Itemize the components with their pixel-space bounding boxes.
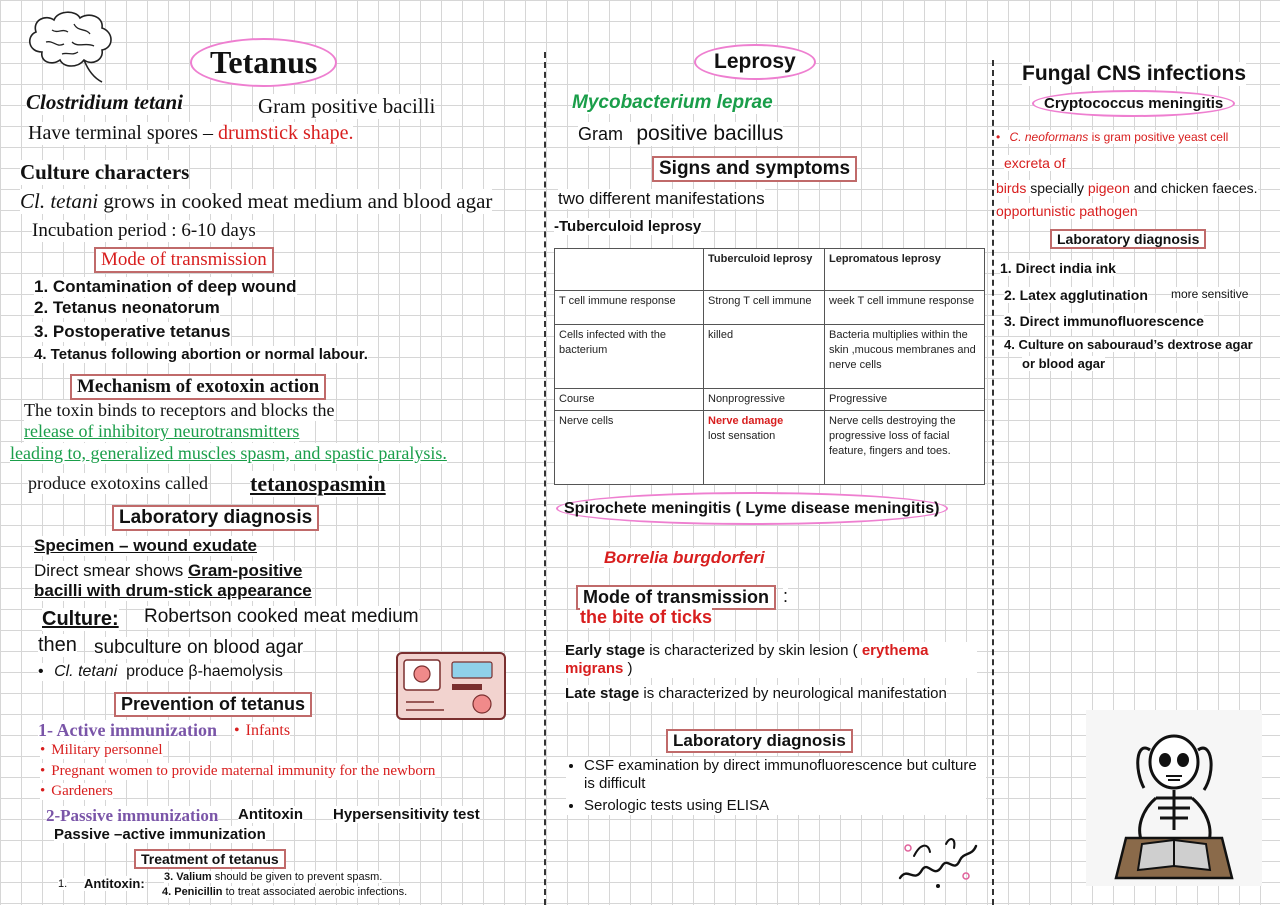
bite-of-ticks: the bite of ticks [580,607,713,627]
late-stage [565,685,947,702]
tuberculoid-line: -Tuberculoid leprosy [554,218,702,235]
faeces-text: and chicken faeces. [1129,180,1258,196]
table-cell: week T cell immune response [825,291,985,325]
table-cell: Nonprogressive [704,389,825,411]
penicillin-text: to treat associated aerobic infections. [222,886,408,898]
lyme-lab-item-elisa: • Serologic tests using ELISA [584,797,986,815]
passive-antitoxin: Antitoxin [238,806,303,823]
culture-heading: Culture characters [20,160,190,184]
table-row [555,411,985,485]
lab-diagnosis-heading: Laboratory diagnosis [112,505,319,531]
transmission-item-1: 1. Contamination of deep wound [34,277,297,296]
specially-word: specially [1026,180,1088,196]
signature-doodle [894,826,984,892]
mechanism-line-2: release of inhibitory neurotransmitters [24,421,300,441]
column-divider-1 [544,52,546,905]
crypto-heading: Cryptococcus meningitis [1032,90,1235,117]
mechanism-line-1: The toxin binds to receptors and blocks the [24,400,335,420]
subculture-line: subculture on blood agar [94,637,304,658]
transmission-item-2: 2. Tetanus neonatorum [34,298,220,317]
haemolysis-organism: Cl. tetani [54,663,118,680]
leprosy-organism: Mycobacterium leprae [572,92,773,113]
early-stage-text: is characterized by skin lesion ( [645,642,862,659]
prevention-heading: Prevention of tetanus [114,692,312,717]
treatment-penicillin [162,886,407,898]
specimen-line: Specimen – wound exudate [34,536,257,555]
manifestations-line: two different manifestations [558,189,765,208]
transmission-item-4: 4. Tetanus following abortion or normal labour. [34,346,368,363]
table-cell: Nerve cells [555,411,704,485]
active-immunization-label: 1- Active immunization [38,720,217,740]
treatment-heading: Treatment of tetanus [134,849,286,869]
table-cell: Strong T cell immune [704,291,825,325]
table-header-lepromatous: Lepromatous leprosy [825,249,985,291]
leprosy-title: Leprosy [694,44,816,80]
valium-label: 3. Valium [164,871,212,883]
fungal-lab-item-1: 1. Direct india ink [1000,260,1116,276]
table-row [555,291,985,325]
transmission-item-3: 3. Postoperative tetanus [34,322,231,341]
transmission-heading: Mode of transmission [94,247,274,273]
neoformans-name: C. neoformans [1009,130,1089,144]
late-stage-text: is characterized by neurological manifestation [639,685,947,702]
skeleton-reading-illustration [1086,710,1262,886]
table-row [555,325,985,389]
leprosy-gram [578,122,783,146]
borrelia-name: Borrelia burgdorferi [604,548,765,567]
excreta-line: excreta of [1004,155,1066,171]
early-stage-close: ) [623,660,633,677]
lyme-transmission-colon: : [783,586,789,606]
leprosy-comparison-table [554,248,985,485]
early-stage [565,642,977,678]
haemolysis-line [38,663,283,681]
table-header-empty [555,249,704,291]
smear-line-1 [34,561,302,581]
then-label: then [38,634,77,656]
birds-word: birds [996,180,1027,196]
valium-text: should be given to prevent spasm. [211,871,383,883]
treatment-antitoxin: Antitoxin: [84,876,145,891]
smear-prefix: Direct smear shows [34,561,188,580]
table-cell: killed [704,325,825,389]
mechanism-heading: Mechanism of exotoxin action [70,374,326,400]
active-item-gardeners: • Gardeners [40,783,113,800]
culture-medium: Robertson cooked meat medium [144,606,419,627]
pigeon-word: pigeon [1087,180,1130,196]
tetanus-title: Tetanus [190,38,337,87]
more-sensitive: more sensitive [1171,287,1249,301]
culture-line [20,189,492,214]
haemolysis-text: produce β-haemolysis [126,663,283,680]
vaccination-card-illustration [394,650,510,722]
erythema-migrans: erythema migrans [565,642,929,677]
spores-line [28,122,353,145]
table-cell: Cells infected with the bacterium [555,325,704,389]
incubation-period: Incubation period : 6-10 days [32,220,256,241]
smear-line-2: bacilli with drum-stick appearance [34,581,312,600]
neoformans-line [996,130,1228,144]
gram-stain: Gram positive bacilli [258,94,436,118]
fungal-lab-item-4-cont: or blood agar [1022,356,1106,371]
opportunistic-line: opportunistic pathogen [996,203,1138,219]
fungal-lab-heading: Laboratory diagnosis [1050,229,1206,249]
passive-active-immunization: Passive –active immunization [54,826,266,843]
lost-sensation: lost sensation [708,430,776,442]
late-stage-label: Late stage [565,685,640,702]
gram-word: Gram [578,124,623,144]
smear-gram-positive: Gram-positive [187,561,303,580]
table-row [555,389,985,411]
lyme-lab-heading: Laboratory diagnosis [666,729,853,753]
active-item-infants: • Infants [234,722,290,740]
signs-heading: Signs and symptoms [652,156,857,182]
hypersensitivity-test: Hypersensitivity test [333,806,480,823]
fungal-lab-item-2: 2. Latex agglutination [1004,287,1148,303]
active-item-military: • Military personnel [40,742,163,759]
passive-immunization-label: 2-Passive immunization [46,806,219,825]
table-cell [704,411,825,485]
organism-name: Clostridium tetani [26,90,183,114]
spirochete-heading-text: Spirochete meningitis ( Lyme disease meningitis) [556,492,948,525]
table-cell: Bacteria multiplies within the skin ,mucous membranes and nerve cells [825,325,985,389]
table-header-tuberculoid: Tuberculoid leprosy [704,249,825,291]
treatment-valium [164,871,382,883]
spores-prefix: Have terminal spores – [28,122,218,144]
fungal-lab-item-3: 3. Direct immunofluorescence [1004,313,1204,329]
birds-line [996,180,1258,196]
culture-organism: Cl. tetani [20,189,99,213]
table-cell: Course [555,389,704,411]
exotoxin-prefix: produce exotoxins called [28,473,208,493]
nerve-damage: Nerve damage [708,415,784,427]
culture-label: Culture: [42,608,119,630]
gram-rest: positive bacillus [636,122,784,145]
active-item-pregnant: • Pregnant women to provide maternal immunity for the newborn [40,763,435,780]
brain-icon [22,8,118,88]
early-stage-label: Early stage [565,642,646,659]
neoformans-text: is gram positive yeast cell [1088,130,1229,144]
lyme-lab-list [566,757,986,815]
column-divider-2 [992,60,994,905]
fungal-title: Fungal CNS infections [1022,62,1247,85]
culture-text: grows in cooked meat medium and blood agar [98,189,493,213]
penicillin-label: 4. Penicillin [162,886,223,898]
skeleton-illustration-frame [1086,710,1262,886]
lyme-transmission-text: Mode of transmission [583,587,770,607]
mechanism-line-3: leading to, generalized muscles spasm, and spastic paralysis. [10,443,447,463]
fungal-lab-item-4: 4. Culture on sabouraud’s dextrose agar [1004,337,1253,352]
table-cell: Progressive [825,389,985,411]
spirochete-heading [556,500,948,518]
exotoxin-name: tetanospasmin [250,471,386,496]
table-cell: Nerve cells destroying the progressive loss of facial feature, fingers and toes. [825,411,985,485]
treatment-number-1: 1. [58,878,68,890]
table-cell: T cell immune response [555,291,704,325]
spores-shape: drumstick shape. [217,122,354,144]
lyme-lab-item-csf: • CSF examination by direct immunofluorescence but culture is difficult [584,757,986,793]
